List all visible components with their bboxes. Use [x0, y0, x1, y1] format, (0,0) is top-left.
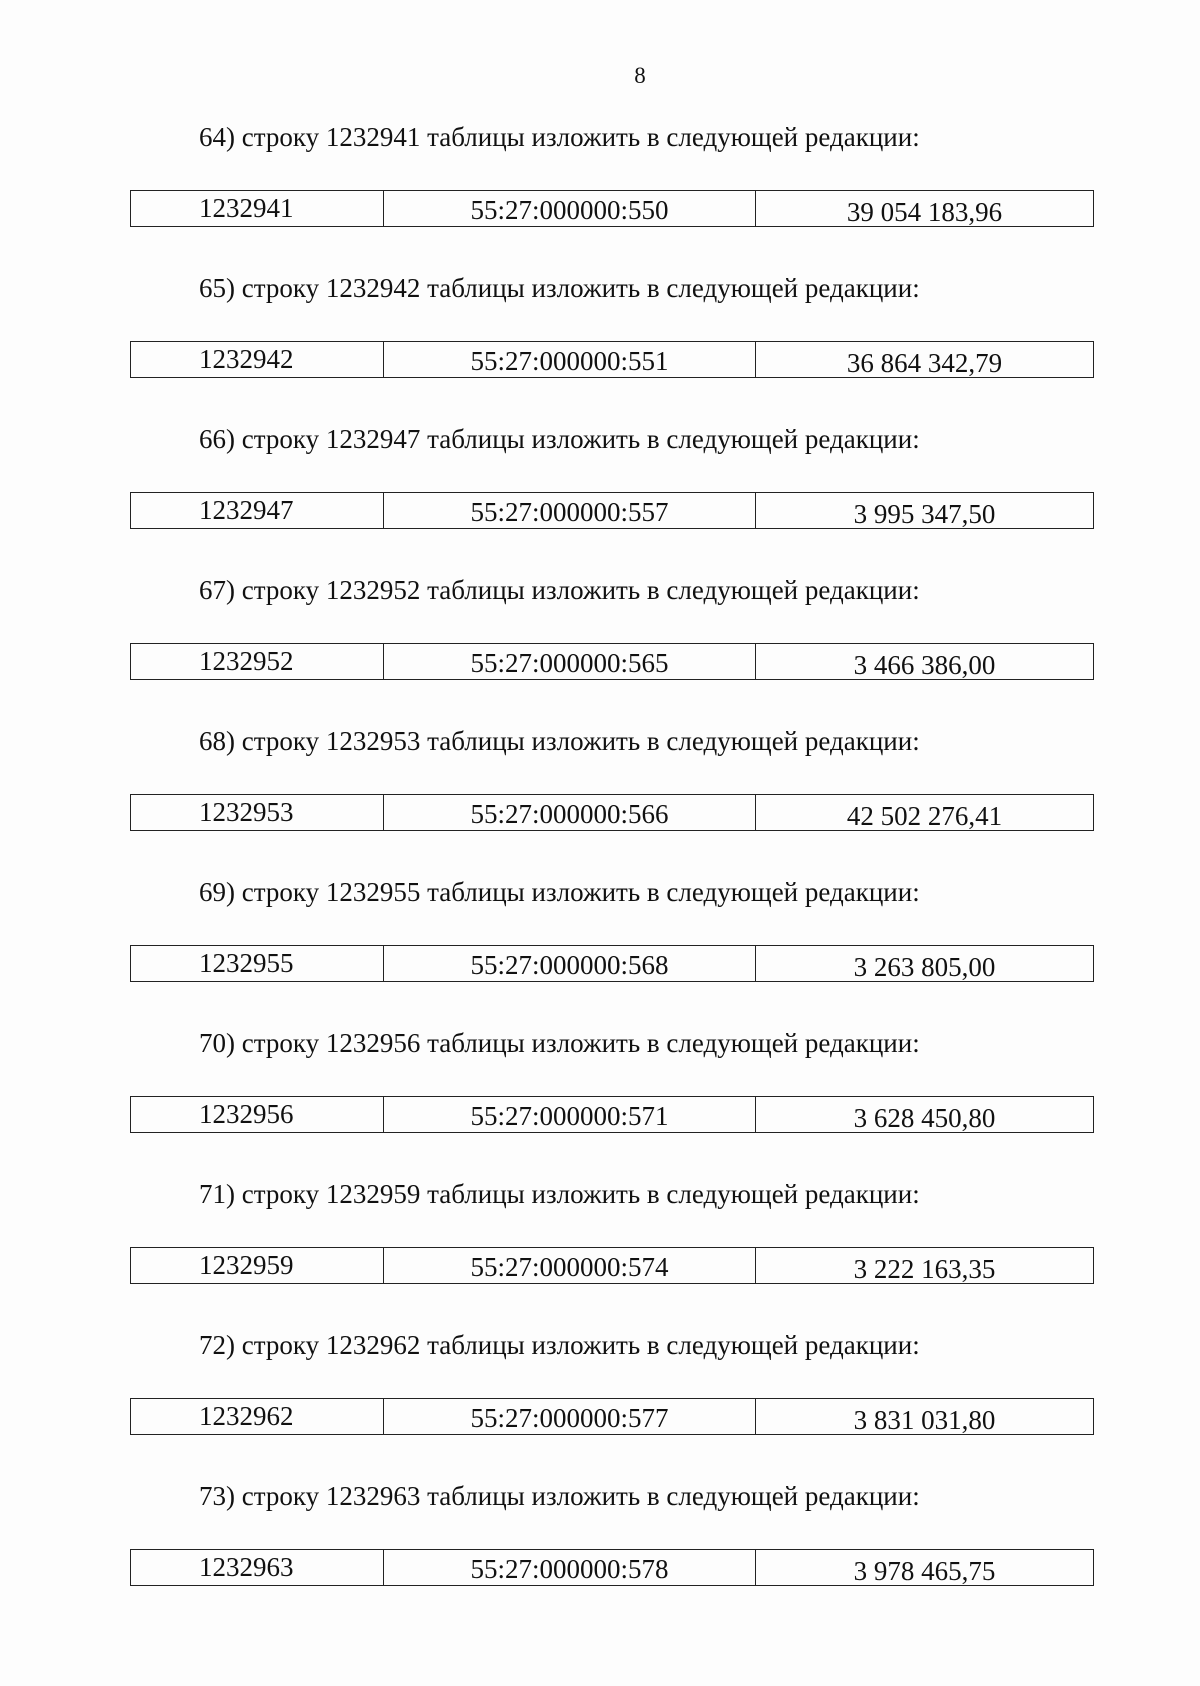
row-number-cell: 1232953 — [131, 795, 384, 830]
cadastral-number-cell: 55:27:000000:565 — [384, 644, 756, 679]
value-cell: 3 978 465,75 — [853, 1556, 996, 1586]
amendment-entry — [0, 573, 1200, 724]
value-cell: 3 222 163,35 — [853, 1254, 996, 1284]
row-number-cell: 1232962 — [131, 1399, 384, 1434]
amendment-instruction: 73) строку 1232963 таблицы изложить в следующей редакции: — [199, 1481, 920, 1511]
value-cell: 3 263 805,00 — [853, 952, 996, 982]
value-cell: 3 628 450,80 — [853, 1103, 996, 1133]
row-number-cell: 1232955 — [131, 946, 384, 981]
amendment-instruction: 70) строку 1232956 таблицы изложить в следующей редакции: — [199, 1028, 920, 1058]
amendment-entry — [0, 271, 1200, 422]
cadastral-number-cell: 55:27:000000:571 — [384, 1097, 756, 1132]
amendment-instruction: 68) строку 1232953 таблицы изложить в следующей редакции: — [199, 726, 920, 756]
table-row — [130, 1398, 1094, 1435]
table-row — [130, 492, 1094, 529]
value-cell: 3 466 386,00 — [853, 650, 996, 680]
cadastral-number-cell: 55:27:000000:568 — [384, 946, 756, 981]
table-row — [130, 794, 1094, 831]
amendment-entry — [0, 1479, 1200, 1630]
value-cell: 36 864 342,79 — [846, 348, 1003, 378]
amendment-instruction: 67) строку 1232952 таблицы изложить в следующей редакции: — [199, 575, 920, 605]
cadastral-number-cell: 55:27:000000:578 — [384, 1550, 756, 1585]
row-number-cell: 1232952 — [131, 644, 384, 679]
table-row — [130, 1549, 1094, 1586]
value-cell: 39 054 183,96 — [846, 197, 1003, 227]
value-cell: 3 831 031,80 — [853, 1405, 996, 1435]
amendment-instruction: 65) строку 1232942 таблицы изложить в следующей редакции: — [199, 273, 920, 303]
value-cell: 42 502 276,41 — [846, 801, 1003, 831]
row-number-cell: 1232942 — [131, 342, 384, 377]
amendment-instruction: 69) строку 1232955 таблицы изложить в следующей редакции: — [199, 877, 920, 907]
row-number-cell: 1232959 — [131, 1248, 384, 1283]
table-row — [130, 1096, 1094, 1133]
cadastral-number-cell: 55:27:000000:551 — [384, 342, 756, 377]
amendment-entry — [0, 1177, 1200, 1328]
amendment-entry — [0, 120, 1200, 271]
amendment-entry — [0, 1026, 1200, 1177]
amendment-entry — [0, 1328, 1200, 1479]
table-row — [130, 945, 1094, 982]
amendment-entry — [0, 724, 1200, 875]
cadastral-number-cell: 55:27:000000:566 — [384, 795, 756, 830]
row-number-cell: 1232963 — [131, 1550, 384, 1585]
cadastral-number-cell: 55:27:000000:550 — [384, 191, 756, 226]
cadastral-number-cell: 55:27:000000:577 — [384, 1399, 756, 1434]
amendment-instruction: 71) строку 1232959 таблицы изложить в следующей редакции: — [199, 1179, 920, 1209]
table-row — [130, 1247, 1094, 1284]
cadastral-number-cell: 55:27:000000:574 — [384, 1248, 756, 1283]
row-number-cell: 1232956 — [131, 1097, 384, 1132]
table-row — [130, 190, 1094, 227]
value-cell: 3 995 347,50 — [853, 499, 996, 529]
amendment-instruction: 66) строку 1232947 таблицы изложить в следующей редакции: — [199, 424, 920, 454]
amendment-list — [0, 120, 1200, 1630]
page-number: 8 — [634, 63, 646, 88]
row-number-cell: 1232947 — [131, 493, 384, 528]
amendment-entry — [0, 422, 1200, 573]
table-row — [130, 643, 1094, 680]
cadastral-number-cell: 55:27:000000:557 — [384, 493, 756, 528]
amendment-entry — [0, 875, 1200, 1026]
amendment-instruction: 64) строку 1232941 таблицы изложить в следующей редакции: — [199, 122, 920, 152]
row-number-cell: 1232941 — [131, 191, 384, 226]
amendment-instruction: 72) строку 1232962 таблицы изложить в следующей редакции: — [199, 1330, 920, 1360]
table-row — [130, 341, 1094, 378]
